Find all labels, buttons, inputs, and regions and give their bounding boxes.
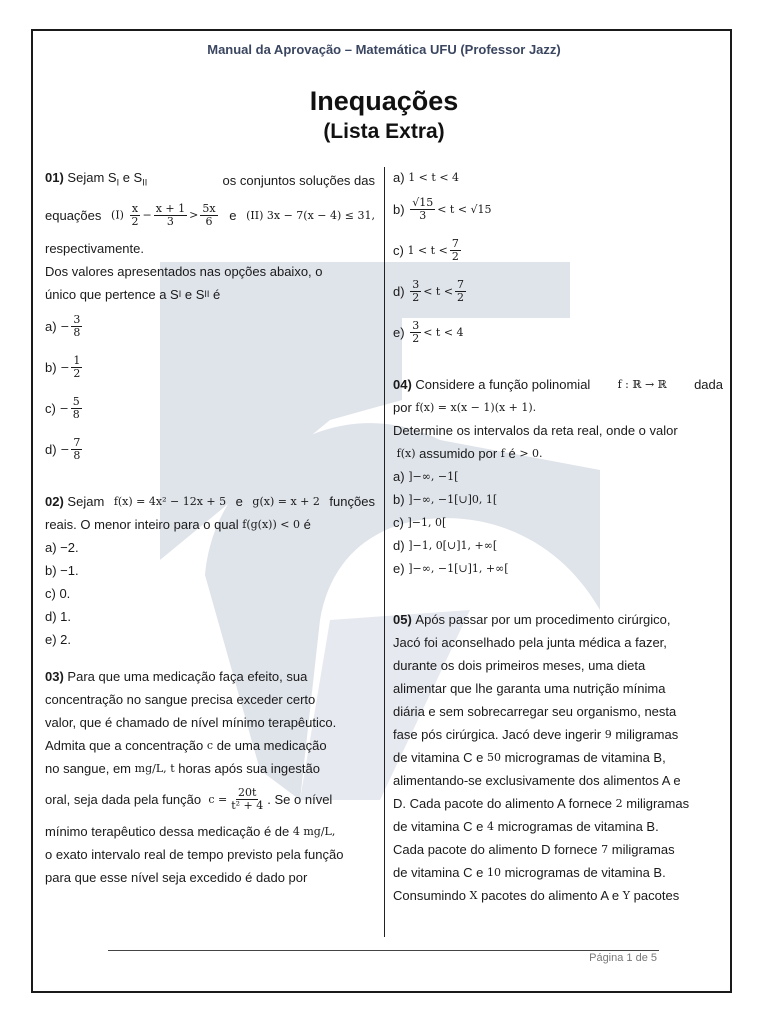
q04-option-c: c) ]−1, 0[ <box>393 515 447 530</box>
q05-line3: durante os dois primeiros meses, uma dieta <box>393 658 646 673</box>
q01-and: e <box>229 208 237 224</box>
q05-number: 05) <box>393 612 412 627</box>
q01-line1 <box>45 166 375 195</box>
q03-line6: oral, seja dada pela função c = $\frac{20t}{\text{t² + 4}}$ . Se o nível <box>45 786 333 813</box>
q03-line2: concentração no sangue precisa exceder certo <box>45 691 316 707</box>
q03-line8: o exato intervalo real de tempo previsto pela função <box>45 846 344 862</box>
q04-line1: 04) Considere a função polinomial f : ℝ → ℝ dada <box>393 377 723 392</box>
q05-line5: diária e sem sobrecarregar seu organismo, nesta <box>393 704 677 719</box>
page-header: Manual da Aprovação – Matemática UFU (Professor Jazz) <box>207 42 561 57</box>
page-title: Inequações <box>309 86 459 116</box>
q01-option-d: d) − $\frac{7}{8}$ <box>45 435 81 462</box>
question-02 <box>45 490 375 651</box>
q03-option-d: d) 3 2 < t < 7 2 <box>393 278 465 304</box>
q01-equations <box>45 195 375 237</box>
q01-option-c: c) − $\frac{5}{8}$ <box>45 394 80 421</box>
question-04 <box>393 373 723 580</box>
q01-intro: Sejam S <box>67 170 117 185</box>
q02-line1: 02) Sejam f(x) = 4x² − 12x + 5 e g(x) = x + 2 funções <box>45 490 375 513</box>
eq1-frac-b: $\frac{x + 1}{3}$ <box>155 202 186 229</box>
q03-func-frac: $\frac{20t}{\text{t² + 4}}$ <box>231 786 264 813</box>
q03-line1: 03) Para que uma medicação faça efeito, sua <box>45 668 308 684</box>
q03-line9: para que esse nível seja excedido é dado por <box>45 869 308 885</box>
q05-line10: de vitamina C e 4 microgramas de vitamina B. <box>393 819 659 834</box>
q02-option-c: c) 0. <box>45 585 71 601</box>
q05-line9: D. Cada pacote do alimento A fornece 2 miligramas <box>393 796 690 811</box>
left-column <box>45 166 375 889</box>
q02-option-b: b) −1. <box>45 562 79 578</box>
q01-mid: e S <box>122 170 143 185</box>
q01-eq2: (II) 3x − 7(x − 4) ≤ 31, <box>246 209 375 223</box>
q04-option-d: d) ]−1, 0[∪]1, +∞[ <box>393 538 498 553</box>
q03-option-e: e) 3 2 < t < 4 <box>393 319 464 345</box>
q01-number: 01) <box>45 170 64 185</box>
q04-number: 04) <box>393 377 412 392</box>
q01-rest: os conjuntos soluções das <box>222 172 375 188</box>
q05-line6: fase pós cirúrgica. Jacó deve ingerir 9 miligramas <box>393 727 679 742</box>
page-number: Página 1 de 5 <box>589 952 657 964</box>
q05-line13: Consumindo X pacotes do alimento A e Y pacotes <box>393 888 680 903</box>
q03-option-a: a) 1 < t < 4 <box>393 170 460 185</box>
q05-line7: de vitamina C e 50 microgramas de vitamina B, <box>393 750 666 765</box>
q04-option-e: e) ]−∞, −1[∪]1, +∞[ <box>393 561 509 576</box>
question-05 <box>393 608 723 907</box>
q05-line1: 05) Após passar por um procedimento cirúrgico, <box>393 608 723 631</box>
q05-line8: alimentando-se exclusivamente dos alimentos A e <box>393 773 681 788</box>
q02-option-d: d) 1. <box>45 608 72 624</box>
q03-option-b: b) √15 3 < t < √15 <box>393 196 492 222</box>
q03-line3: valor, que é chamado de nível mínimo terapêutico. <box>45 714 337 730</box>
q01-sub2: II <box>142 177 148 188</box>
q05-line4: alimentar que lhe garanta uma nutrição mínima <box>393 681 666 696</box>
q02-option-a: a) −2. <box>45 539 79 555</box>
question-01 <box>45 166 375 470</box>
q04-option-a: a) ]−∞, −1[ <box>393 469 459 484</box>
q02-option-e: e) 2. <box>45 631 72 647</box>
q03-line7: mínimo terapêutico dessa medicação é de 4 mg/L, <box>45 823 336 839</box>
q04-line2: por f(x) = x(x − 1)(x + 1). <box>393 400 537 415</box>
page-subtitle: (Lista Extra) <box>323 120 445 143</box>
q01-line5: único que pertence a S I e S II é <box>45 286 221 302</box>
q03-line4: Admita que a concentração c de uma medicação <box>45 737 327 753</box>
eq1-frac-c: $\frac{5x}{6}$ <box>202 202 216 229</box>
q03-option-c: c) 1 < t < 7 2 <box>393 237 459 263</box>
q03-number: 03) <box>45 668 64 684</box>
q05-line2: Jacó foi aconselhado pela junta médica a fazer, <box>393 635 667 650</box>
q05-line11: Cada pacote do alimento D fornece 7 miligramas <box>393 842 675 857</box>
q02-g: g(x) = x + 2 <box>252 494 320 508</box>
q02-line2: reais. O menor inteiro para o qual f(g(x)) < 0 é <box>45 516 311 532</box>
footer-divider <box>108 950 659 951</box>
q01-eq1: (I) $\frac{x}{2}$ − $\frac{x + 1}{3}$ > $\frac{5x}{6}$ <box>111 202 216 229</box>
q01-sub1: I <box>116 177 120 188</box>
q01-option-b: b) − $\frac{1}{2}$ <box>45 353 81 380</box>
q01-line4: Dos valores apresentados nas opções abaixo, o <box>45 263 323 279</box>
q03-options <box>393 166 723 353</box>
q03-line5: no sangue, em mg/L, t horas após sua ingestão <box>45 760 320 776</box>
q02-f: f(x) = 4x² − 12x + 5 <box>113 494 227 508</box>
q04-line3: Determine os intervalos da reta real, onde o valor <box>393 423 678 438</box>
q01-option-a: a) − $\frac{3}{8}$ <box>45 312 81 339</box>
question-03 <box>45 665 375 889</box>
q04-option-b: b) ]−∞, −1[∪]0, 1[ <box>393 492 498 507</box>
q02-number: 02) <box>45 493 64 509</box>
q05-line12: de vitamina C e 10 microgramas de vitamina B. <box>393 865 666 880</box>
right-column <box>393 166 723 907</box>
q01-line3: respectivamente. <box>45 240 144 256</box>
column-divider <box>384 167 385 937</box>
q04-line4: f(x) assumido por f é > 0. <box>396 446 543 461</box>
eq1-prefix: (I) <box>111 208 124 222</box>
q01-eq-label: equações <box>45 208 102 224</box>
eq1-frac-a: $\frac{x}{2}$ <box>131 202 139 229</box>
